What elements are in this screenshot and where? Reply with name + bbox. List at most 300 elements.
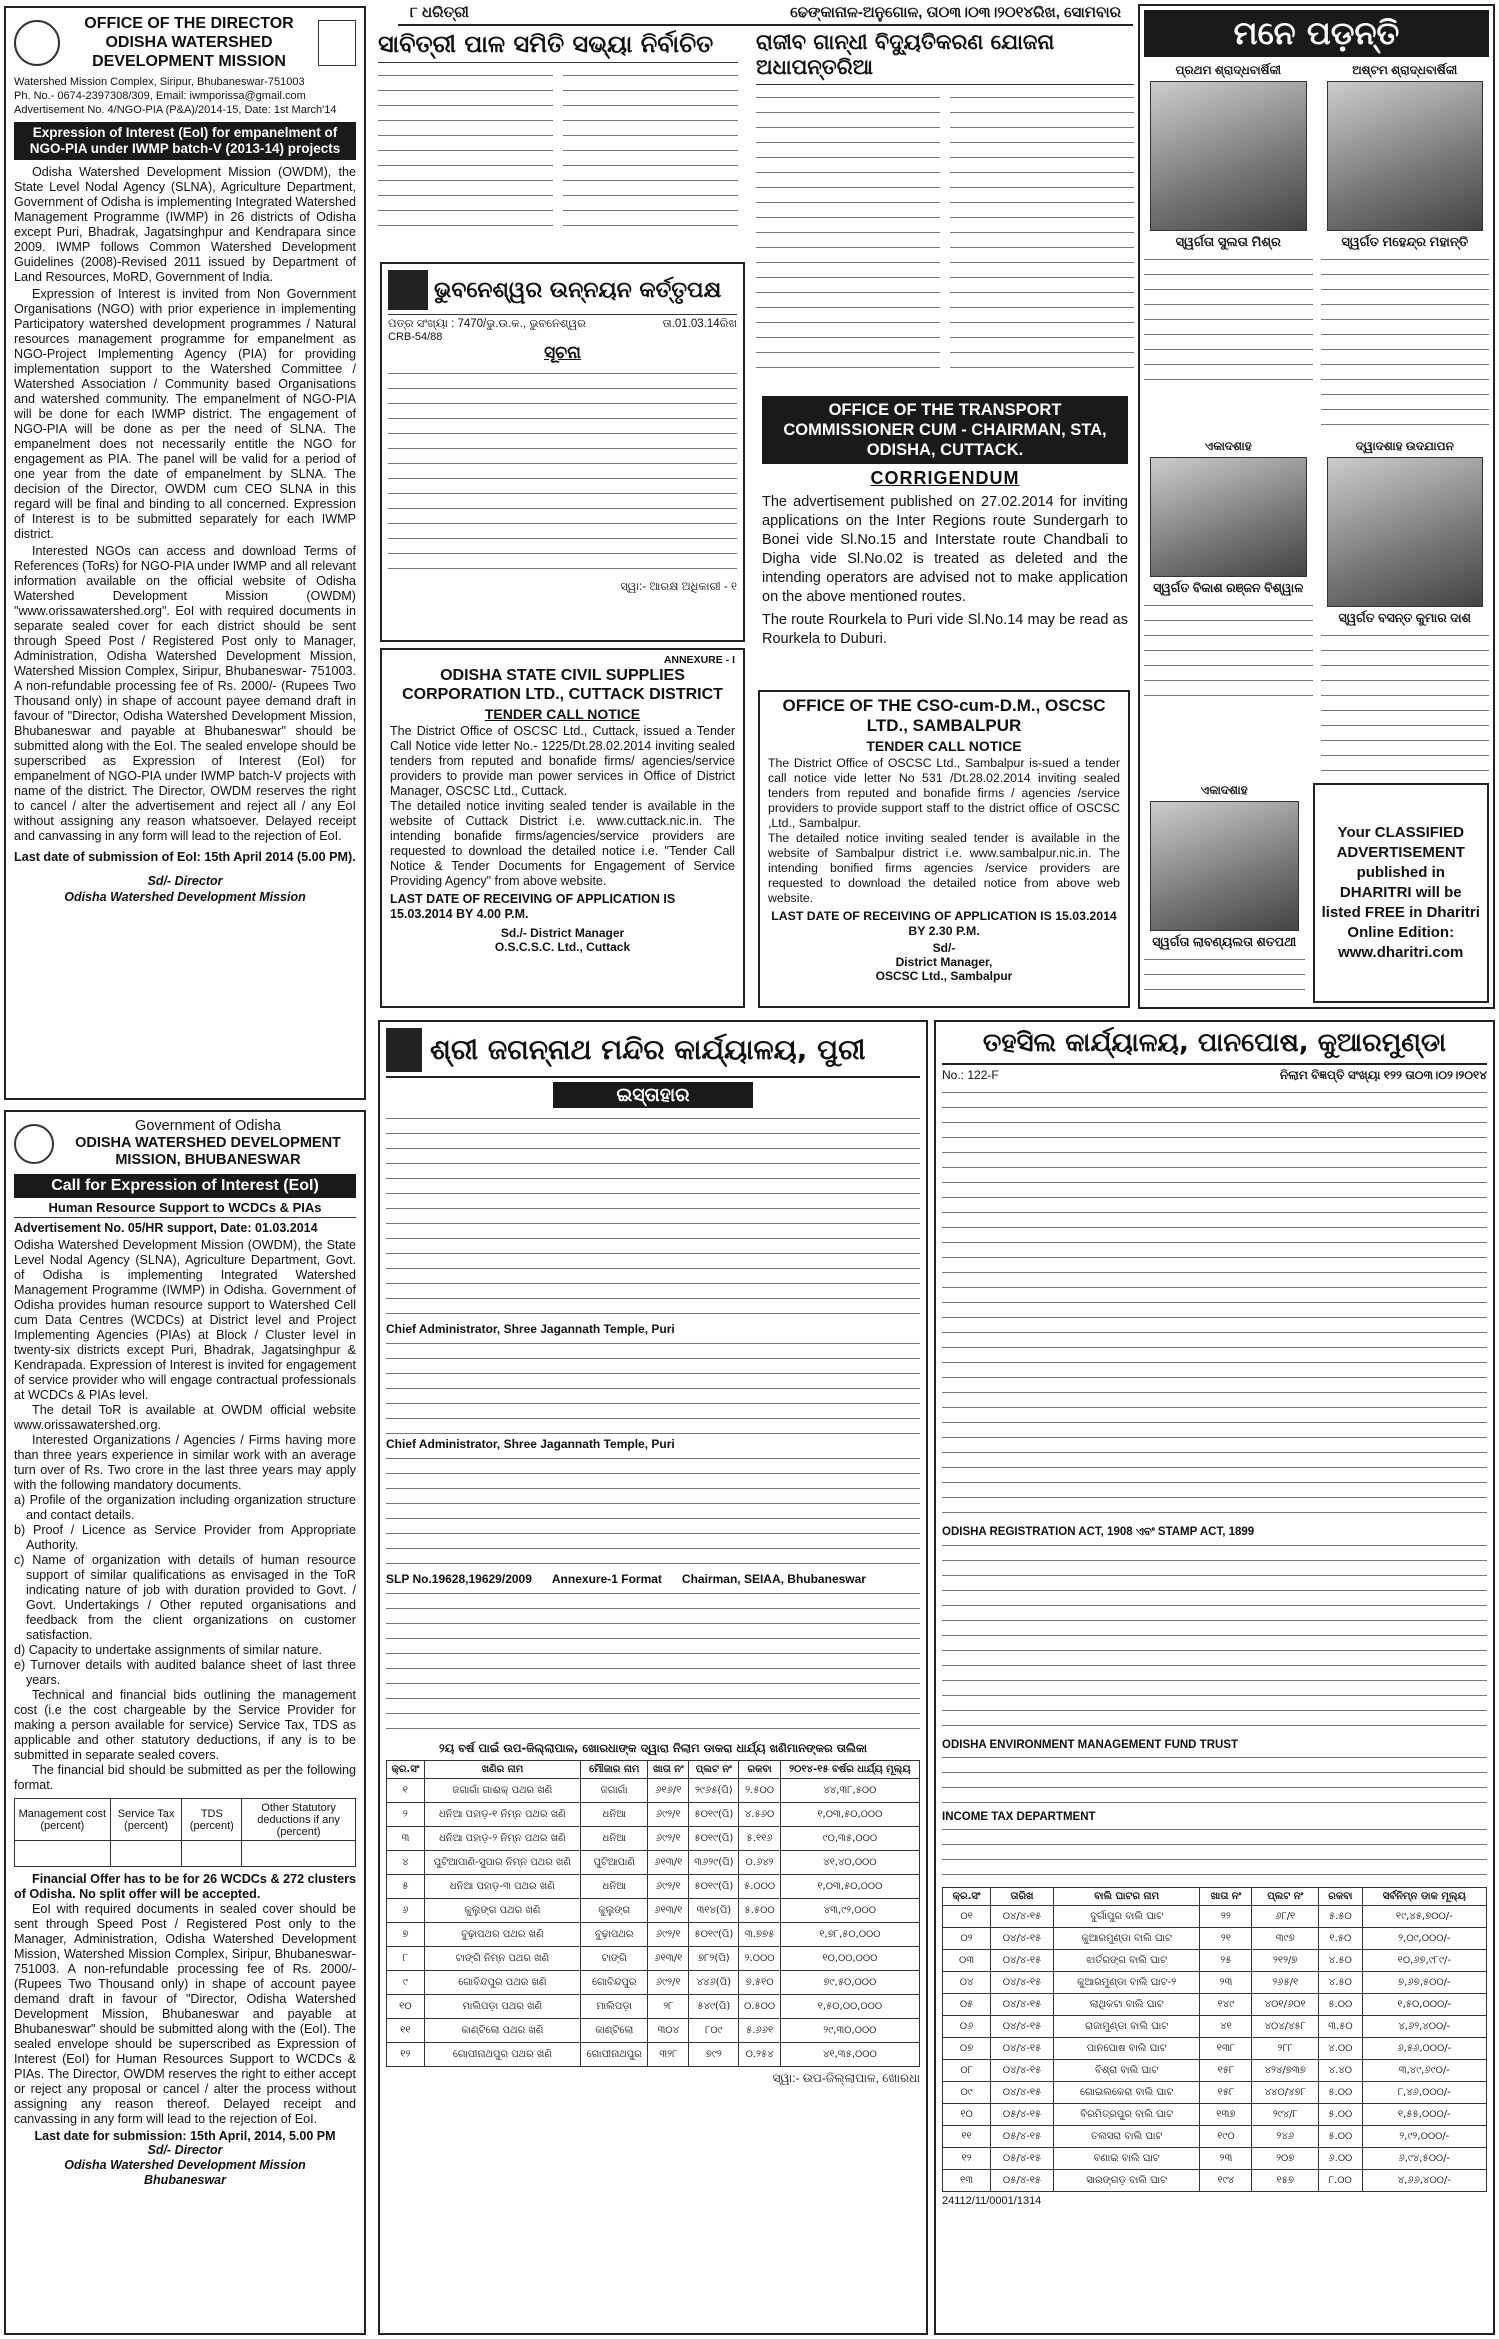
table-cell: ୨୮୮ (1252, 2038, 1319, 2060)
table-row (943, 2104, 1487, 2126)
table-row (387, 1803, 920, 1827)
oscsc-sambalpur-notice (758, 690, 1130, 1008)
tahasil-body-2 (942, 1539, 1487, 1739)
table-cell: ୨୨ (1200, 1906, 1252, 1928)
table-cell: ୦୭ (943, 2038, 991, 2060)
table-cell: ୮୦୯ (689, 2019, 739, 2043)
table-cell: ଧନିଆ (581, 1803, 648, 1827)
iwmp-logo-icon (318, 20, 356, 66)
table-cell: ୩୯୭ (1252, 1928, 1319, 1950)
table-cell: ଧନିଆ (581, 1827, 648, 1851)
table-cell: ୫.୫୦୦ (739, 1899, 780, 1923)
hr-last-date: Last date for submission: 15th April, 2014, 5.00 PM (34, 2129, 336, 2143)
obit-name-2: ସ୍ୱର୍ଗତ ମହେନ୍ଦ୍ର ମହାନ୍ତି (1341, 234, 1469, 249)
tahasil-no: No.: 122-F (942, 1068, 999, 1082)
table-row (943, 2060, 1487, 2082)
edition-date: ଢେଙ୍କାନାଳ-ଅନୁଗୋଳ, ତା୦୩।୦୩।୨୦୧୪ରିଖ, ସୋମବାର (790, 3, 1121, 21)
table-cell: ୧,୦୩,୫୦,୦୦୦ (780, 1803, 919, 1827)
table-cell: ୨୯୪/୮ (1252, 2104, 1319, 2126)
table-row (387, 1779, 920, 1803)
table-cell: ୧୫୭ (1252, 2170, 1319, 2192)
sign-line-3: OSCSC Ltd., Sambalpur (875, 969, 1013, 983)
oscsc-ctc-last: LAST DATE OF RECEIVING OF APPLICATION IS 15.03.2014 BY 4.00 P.M. (390, 892, 676, 921)
fin-cell (242, 1841, 356, 1867)
table-cell: ୭୮୨(ପି) (689, 1947, 739, 1971)
table-cell: ଦୁର୍ଗାପୁର ବାଲି ଘାଟ (1053, 1906, 1199, 1928)
table-cell: କାଣ୍ଟିଲୋ ପଥର ଖଣି (424, 2019, 580, 2043)
table-cell: ୨୧୨/୭ (1252, 1950, 1319, 1972)
eoi-last-date: Last date of submission of EoI: 15th April 2014 (5.00 PM). (14, 850, 356, 864)
table-cell: ୦.୫୦୦ (739, 1995, 780, 2019)
financial-format-table (14, 1798, 356, 1867)
temple-body-2 (386, 1337, 920, 1437)
table-cell: ୦୪/୪-୧୫ (991, 2082, 1054, 2104)
hr-para-1: Odisha Watershed Development Mission (OWDM), the State Level Nodal Agency (SLNA), Agriculture Department, Govt. of Odisha is implementing Integrated Watershed Management Programme (IWMP) in Odisha. Government of Odisha provides human resource support to Watershed Cell cum Data Centres (WCDCs) at District level and Project Implementing Agencies (PIAs) at Block / Cluster level in twenty-six districts except Puri, Bhadrak, Jagatsinghpur & Kendrapada. Expression of Interest is invited for engagement of service provider who will engage contractual professionals at WCDCs & PIAs level. (14, 1238, 356, 1402)
oscsc-sbp-para-2: The detailed notice inviting sealed tender is available in the website of Sambalpur district i.e. www.sambalpur.nic.in. The intending bonified firms agencies /service providers are requested to download the detailed notice from above web website. (768, 831, 1120, 905)
oscsc-sbp-last: LAST DATE OF RECEIVING OF APPLICATION IS 15.03.2014 BY 2.30 P.M. (771, 909, 1117, 938)
table-header: କ୍ର.ସଂ (387, 1761, 425, 1779)
hr-para-4: Technical and financial bids outlining the management cost (i.e the cost chargeable by the Service Provider for making a person available for service) Service Tax, TDS as applicable and other statutory deductions, if any is to be submitted in separate sealed covers. (14, 1688, 356, 1762)
table-cell: ୧୯୦ (1200, 2126, 1252, 2148)
table-cell: ୪୧,୪୦,୦୦୦ (780, 1851, 919, 1875)
call-eoi-bar: Call for Expression of Interest (EoI) (14, 1174, 356, 1198)
list-item: b) Proof / Licence as Service Provider from Appropriate Authority. (14, 1523, 356, 1552)
table-cell: ୧,୭୮,୫୦,୦୦୦ (780, 1923, 919, 1947)
table-cell: ୫.୦୦ (1319, 2104, 1363, 2126)
obit-label-2: ଅଷ୍ଟମ ଶ୍ରାଦ୍ଧବାର୍ଷିକୀ (1352, 63, 1458, 77)
owdm-title-2: ODISHA WATERSHED (105, 34, 273, 51)
bda-date: ତା.01.03.14ରିଖ (662, 318, 737, 330)
table-cell: ୬୯୨/୧ (648, 1971, 689, 1995)
table-cell: ୧୩ (943, 2170, 991, 2192)
news-2-body-col-2 (950, 91, 1134, 380)
table-cell: ୭,୬୭,୫୦୦/- (1362, 1972, 1486, 1994)
table-row (387, 1971, 920, 1995)
table-cell: ୫୦୧୯(ପି) (689, 1923, 739, 1947)
obit-text-2 (1321, 253, 1490, 433)
table-cell: ୪୦୧/୬୦୧ (1252, 1994, 1319, 2016)
table-cell: ୧୧ (387, 2019, 425, 2043)
tahasil-body-1 (942, 1086, 1487, 1526)
transport-para-2: The route Rourkela to Puri vide Sl.No.14 may be read as Rourkela to Duburi. (762, 612, 1128, 647)
table-row (943, 2148, 1487, 2170)
bda-notice-title: ସୂଚନା (544, 343, 581, 363)
temple-slp: SLP No.19628,19629/2009 (386, 1572, 532, 1586)
table-cell: ୧,୫୦,୦୦୦/- (1362, 1994, 1486, 2016)
table-cell: ୫.୦୦୦ (739, 1875, 780, 1899)
table-header: ୨୦୧୪-୧୫ ବର୍ଷର ଧାର୍ଯ୍ୟ ମୂଲ୍ୟ (780, 1761, 919, 1779)
bda-body (388, 367, 737, 577)
table-cell: ୪.୫୦ (1319, 1972, 1363, 1994)
table-row (943, 1906, 1487, 1928)
table-cell: ୦୧ (943, 1906, 991, 1928)
obit-label-5: ଏକାଦଶାହ (1200, 783, 1248, 797)
transport-para-1: The advertisement published on 27.02.2014 for inviting applications on the Inter Regions route Sundergarh to Bonei vide Sl.No.15 and Interstate route Chandbali to Digha vide Sl.No.02 is treated as deleted and the intending operators are advised not to make application on the above mentioned routes. (762, 494, 1128, 605)
table-row (943, 2082, 1487, 2104)
owdm-hr-ad (4, 1110, 366, 2335)
table-header: ରକବା (739, 1761, 780, 1779)
table-cell: ୦.୬୪୨ (739, 1851, 780, 1875)
table-cell: ୫୦୧୯(ପି) (689, 1827, 739, 1851)
table-cell: ୦୪/୪-୧୫ (991, 1994, 1054, 2016)
table-cell: ୨୫ (1200, 1950, 1252, 1972)
tahasil-act: ODISHA REGISTRATION ACT, 1908 ଏବଂ STAMP ACT, 1899 (942, 1526, 1255, 1538)
owdm2-title-2: MISSION, BHUBANESWAR (115, 1152, 301, 1168)
table-cell: ୩,୪୯,୬୯୦/- (1362, 2060, 1486, 2082)
table-cell: ୮,୪୬,୦୦୦/- (1362, 2082, 1486, 2104)
annexure-label: ANNEXURE - I (663, 654, 735, 666)
news-article-2 (756, 30, 1134, 380)
table-cell: ୧୦ (387, 1995, 425, 2019)
fin-header: TDS (percent) (182, 1799, 242, 1841)
page-number: ୮ ଧରିତ୍ରୀ (410, 3, 469, 21)
table-cell: ୦୫/୪-୧୫ (991, 2104, 1054, 2126)
portrait-photo-2 (1327, 81, 1484, 231)
news-article-1 (378, 30, 738, 238)
table-cell: ୪୩,୯୨,୦୦୦ (780, 1899, 919, 1923)
table-cell: ୧୦ (943, 2104, 991, 2126)
table-cell: ୦୪/୪-୧୫ (991, 2060, 1054, 2082)
temple-mines-table (386, 1760, 920, 2067)
table-cell: ବିରମିତ୍ରପୁର ବାଲି ଘାଟ (1053, 2104, 1199, 2126)
table-cell: ୨୬୫/୧ (1252, 1972, 1319, 1994)
eoi-para-3: Interested NGOs can access and download Terms of References (ToRs) for NGO-PIA under IWMP and all relevant information available on the official website of Odisha Watershed Development Mission (OWDM) "www.orissawatershed.org". EoI with required documents in separate sealed cover for each district should be sent through Speed Post / Registered Post only to Manager, Administration, Odisha Watershed Development Mission, Watershed Mission Complex, Siripur, Bhubaneswar- 751003. A non-refundable processing fee of Rs. 2000/- (Rupees Two Thousand only) in shape of account payee demand draft in favour of "Director, Odisha Watershed Development Mission, Bhubaneswar and payable at Bhubaneswar" should be submitted along with the EoI. The sealed envelope should be superscribed as Expression of Interest (EoI) for empanelment of NGO-PIA under IWMP batch-V projects with name of the district. The Director, OWDM reserves the right to cancel / alter the advertisement and reject all / any EoI without assigning any reason whatsoever. Delayed receipt and canvassing in any form will lead to the rejection of EoI. (14, 544, 356, 843)
table-cell: ୦୪/୪-୧୫ (991, 2016, 1054, 2038)
table-cell: କୁଲୁଙ୍ଗ (581, 1899, 648, 1923)
table-cell: ୨୮ (648, 1995, 689, 2019)
list-item: e) Turnover details with audited balance sheet of last three years. (14, 1658, 356, 1687)
obit-text-5 (1144, 953, 1305, 1003)
table-cell: ୪୧,୩୫,୦୦୦ (780, 2043, 919, 2067)
table-cell: ବୁଢ଼ାପଥର ପଥର ଖଣି (424, 1923, 580, 1947)
table-cell: ବୁଢ଼ାପଥର (581, 1923, 648, 1947)
sign-line-1: Sd/- Director (147, 2143, 223, 2157)
table-cell: ୦୪/୪-୧୫ (991, 1928, 1054, 1950)
table-cell: ଜଗାଗାଁ ଗାଈକ୍ ପଥର ଖଣି (424, 1779, 580, 1803)
table-cell: ୭.୫୧୦ (739, 1971, 780, 1995)
table-header: କ୍ର.ସଂ (943, 1888, 991, 1906)
temple-body-4 (386, 1587, 920, 1737)
obit-label-3: ଏକାଦଶାହ (1204, 439, 1252, 453)
table-cell: ୪୪୬(ପି) (689, 1971, 739, 1995)
table-cell: ୧୩୮ (1200, 2038, 1252, 2060)
sign-line-1: Sd/- Director (147, 874, 223, 888)
tahasil-title: ତହସିଲ କାର୍ଯ୍ୟାଳୟ, ପାନପୋଷ, କୁଆରମୁଣ୍ଡା (942, 1028, 1487, 1065)
table-cell: ୩୨୮ (648, 2043, 689, 2067)
hr-para-5: The financial bid should be submitted as per the following format. (14, 1763, 356, 1792)
bda-crb: CRB-54/88 (388, 331, 443, 343)
obit-label-1: ପ୍ରଥମ ଶ୍ରାଦ୍ଧବାର୍ଷିକୀ (1175, 63, 1281, 77)
table-cell: ୬୮/୧ (1252, 1906, 1319, 1928)
table-cell: ୬୧୬/୧ (648, 1779, 689, 1803)
bda-notice (380, 262, 745, 642)
bda-ref: ପତ୍ର ସଂଖ୍ୟା : 7470/ଭୁ.ଉ.କ., ଭୁବନେଶ୍ୱର (388, 318, 586, 330)
table-cell: ବଣାଇ ବାଲି ଘାଟ (1053, 2148, 1199, 2170)
table-header: ପ୍ଲଟ ନଂ (1252, 1888, 1319, 1906)
temple-table-title: ୨ୟ ବର୍ଷ ପାଇଁ ଉପ-ଜିଲ୍ଲାପାଳ, ଖୋରଧାଙ୍କ ଦ୍ୱାରା ନିଲାମ ଡାକରା ଧାର୍ଯ୍ୟ ଖଣିମାନଙ୍କର ତାଲିକା (438, 1741, 868, 1755)
bda-logo-icon (388, 270, 428, 310)
table-header: ମୌଜାର ନାମ (581, 1761, 648, 1779)
table-cell: ୨୩ (1200, 2148, 1252, 2170)
transport-corrigendum (758, 392, 1132, 692)
table-cell: ମାଲିପଡ଼ା ପଥର ଖଣି (424, 1995, 580, 2019)
oscsc-ctc-sign (390, 926, 735, 954)
sign-line-3: Bhubaneswar (144, 2173, 226, 2187)
table-cell: ୬୯୨/୧ (648, 1875, 689, 1899)
table-cell: ୧ (387, 1779, 425, 1803)
table-cell: ୫.୫୦ (1319, 1906, 1363, 1928)
list-item: d) Capacity to undertake assignments of similar nature. (14, 1643, 322, 1657)
table-cell: ୯ (387, 1971, 425, 1995)
table-cell: ଗୋପୀନାଥପୁର (581, 2043, 648, 2067)
table-cell: ୮ (387, 1947, 425, 1971)
table-cell: ୦୪/୪-୧୫ (991, 1950, 1054, 1972)
table-cell: ୪,୬୬,୪୦୦/- (1362, 2170, 1486, 2192)
obituary-section (1138, 4, 1495, 1009)
page-header (398, 0, 1133, 26)
table-row (387, 1923, 920, 1947)
temple-annex: Annexure-1 Format (551, 1572, 662, 1586)
owdm-eoi-ad (4, 6, 366, 1100)
classified-promo: Your CLASSIFIED ADVERTISEMENT published in DHARITRI will be listed FREE in Dharitri Online Edition: www.dharitri.com (1313, 783, 1490, 1003)
temple-quote-2: Chief Administrator, Shree Jagannath Temple, Puri (386, 1437, 675, 1451)
table-cell: ୭୯,୫୦,୦୦୦ (780, 1971, 919, 1995)
fin-cell (15, 1841, 111, 1867)
oscsc-sbp-para-1: The District Office of OSCSC Ltd., Sambalpur is-sued a tender call notice vide letter No 531 /Dt.28.02.2014 inviting sealed tenders from reputed and bonafide firms / agencies /service providers to provide support staff to the district office of OSCSC ,Ltd., Sambalpur. (768, 756, 1120, 830)
table-cell: ୦୪/୪-୧୫ (991, 1972, 1054, 1994)
table-cell: ଗୋଇଲକେରା ବାଲି ଘାଟ (1053, 2082, 1199, 2104)
table-cell: ୬ (387, 1899, 425, 1923)
table-cell: ଧନିଆ ପହାଡ଼-୧ ନିମ୍ନ ପଥର ଖଣି (424, 1803, 580, 1827)
table-cell: ୫୦୧୯(ପି) (689, 1803, 739, 1827)
table-cell: ୦୯ (943, 2082, 991, 2104)
obit-text-3 (1144, 599, 1313, 699)
table-row (387, 2043, 920, 2067)
oscsc-ctc-para-2: The detailed notice inviting sealed tender is available in the website of Cuttack District i.e. www.cuttack.nic.in. The intending bonafide firms/agencies/service providers are requested to download the detailed notice i.e. "Tender Call Notice & Tender Documents for Engagement of Service Providing Agency" from above website. (390, 799, 735, 888)
table-cell: ୪୨୪/୭୩୭ (1252, 2060, 1319, 2082)
table-cell: ୦୨ (943, 1928, 991, 1950)
table-row (387, 1875, 920, 1899)
obit-text-1 (1144, 253, 1313, 383)
table-cell: ୨.୦୦୦ (739, 1947, 780, 1971)
table-cell: କୁଆରମୁଣ୍ଡା ବାଲି ଘାଟ (1053, 1928, 1199, 1950)
table-row (387, 2019, 920, 2043)
table-cell: ୫.୧୧୬ (739, 1827, 780, 1851)
table-cell: ଲାଥିକଟା ବାଲି ଘାଟ (1053, 1994, 1199, 2016)
table-cell: ଗୋବିନ୍ଦପୁର (581, 1971, 648, 1995)
table-cell: ୪ (387, 1851, 425, 1875)
hr-para-3: Interested Organizations / Agencies / Firms having more than three years experience in similar work with an average turn over of Rs. Two crore in the last three years may apply with the following mandatory documents. (14, 1433, 356, 1492)
table-cell: ୦୫/୪-୧୫ (991, 2126, 1054, 2148)
tahasil-body-4 (942, 1823, 1487, 1883)
table-cell: ୬୯୨/୧ (648, 1923, 689, 1947)
table-cell: ଝାର୍ତରଙ୍ଗ ବାଲି ଘାଟ (1053, 1950, 1199, 1972)
table-header: ରକବା (1319, 1888, 1363, 1906)
table-header: ତାରିଖ (991, 1888, 1054, 1906)
table-header: ଖାତା ନଂ (1200, 1888, 1252, 1906)
news-2-headline: ରାଜୀବ ଗାନ୍ଧୀ ବିଦ୍ୟୁତିକରଣ ଯୋଜନା ଅଧାପନ୍ତରିଆ (756, 30, 1134, 85)
table-cell: ୫୦୧୯(ପି) (689, 1875, 739, 1899)
table-cell: ୧,୫୦,୦୦,୦୦୦ (780, 1995, 919, 2019)
table-cell: ଟାଙ୍ଗି ନିମ୍ନ ପଥର ଖଣି (424, 1947, 580, 1971)
eoi-para-1: Odisha Watershed Development Mission (OWDM), the State Level Nodal Agency (SLNA), Agriculture Department, Government of Odisha is implementing Integrated Watershed Management Programme (IWMP) in 26 districts of Odisha except Puri, Bhadrak, Jagatsinghpur and Kendrapara since 2009. IWMP follows Common Watershed Development Guidelines (2008)-Revised 2011 issued by Department of Land Resources, MoRD, Government of India. (14, 165, 356, 284)
hr-para-7: EoI with required documents in sealed cover should be sent through Speed Post / Registered Post only to the Manager, Administration, Odisha Watershed Development Mission, Watershed Mission Complex, Siripur, Bhubaneswar- 751003. A non-refundable processing fee of Rs. 2000/- (Rupees Two Thousand only) in shape of account payee demand draft in favour of "Director, Odisha Watershed Development Mission, Bhubaneswar and payable at Bhubaneswar" should be submitted along with the (EoI). The sealed envelope should be superscribed as Expression of Interest (EoI) for Human Resources Support to WCDCs & PIAs. The Director, OWDM reserves the right to either accept or reject any proposal or cancel / alter the process without assigning any reason thereof. Delayed receipt and canvassing in any form will lead to the rejection of EoI. (14, 1902, 356, 2126)
hr-sub: Human Resource Support to WCDCs & PIAs (14, 1200, 356, 1218)
owdm-address: Watershed Mission Complex, Siripur, Bhubaneswar-751003 (14, 76, 305, 88)
portrait-photo-5 (1150, 801, 1299, 931)
table-cell: ୪.୫୬୦ (739, 1803, 780, 1827)
table-cell: ୬୧୩/୧ (648, 1851, 689, 1875)
obit-name-1: ସ୍ୱର୍ଗତା ସୁଲତା ମିଶ୍ର (1175, 234, 1281, 249)
table-cell: ୦୪ (943, 1972, 991, 1994)
table-cell: ୧୫୮ (1200, 2060, 1252, 2082)
bda-sign: ସ୍ୱା:- ଆରକ୍ଷ ଅଧିକାରୀ - ୧ (620, 581, 737, 593)
owdm-advt-no: Advertisement No. 4/NGO-PIA (P&A)/2014-15, Date: 1st March'14 (14, 104, 337, 116)
table-cell: ୪,୬୨,୪୦୦/- (1362, 2016, 1486, 2038)
table-cell: ୧୯୪ (1200, 2170, 1252, 2192)
table-cell: ୧୦,୦୦,୦୦୦ (780, 1947, 919, 1971)
table-cell: ୧୫୮ (1200, 2082, 1252, 2104)
table-cell: ୦୩ (943, 1950, 991, 1972)
table-cell: ୦୪/୪-୧୫ (991, 1906, 1054, 1928)
obit-text-4 (1321, 629, 1490, 779)
table-cell: କୁଲୁଙ୍ଗ ପଥର ଖଣି (424, 1899, 580, 1923)
table-cell: ୦୫/୪-୧୫ (991, 2170, 1054, 2192)
news-1-body-col-1 (378, 69, 553, 229)
owdm-hr-header (14, 1118, 356, 1169)
table-row (387, 1947, 920, 1971)
table-cell: ୫.୦୦ (1319, 2082, 1363, 2104)
table-cell: ୪୪୦/୪୭୮ (1252, 2082, 1319, 2104)
table-cell: ୩.୫୦ (1319, 2016, 1363, 2038)
table-cell: ୧.୫୦ (1319, 1928, 1363, 1950)
jagannath-temple-notice (378, 1020, 928, 2335)
table-row (943, 2016, 1487, 2038)
table-header: ଖାତା ନଂ (648, 1761, 689, 1779)
table-row (387, 1995, 920, 2019)
table-cell: ୫.୬୬୧ (739, 2019, 780, 2043)
table-cell: ୧୯,୪୫,୭୦୦/- (1362, 1906, 1486, 1928)
sign-line-2: District Manager, (895, 955, 993, 969)
table-cell: ଗୋପୀନାଥପୁର ପଥର ଖଣି (424, 2043, 580, 2067)
table-cell: ବିଶ୍ରା ବାଲି ଘାଟ (1053, 2060, 1199, 2082)
table-row (943, 2126, 1487, 2148)
table-cell: କୁଆରମୁଣ୍ଡା ବାଲି ଘାଟ-୨ (1053, 1972, 1199, 1994)
tahasil-income: INCOME TAX DEPARTMENT (942, 1811, 1096, 1823)
obit-name-3: ସ୍ୱର୍ଗତ ବିକାଶ ରଞ୍ଜନ ବିଶ୍ୱାଳ (1153, 581, 1304, 595)
table-cell: ୨୯,୩୦,୦୦୦ (780, 2019, 919, 2043)
temple-body-3 (386, 1452, 920, 1572)
table-cell: ୩ (387, 1827, 425, 1851)
oscsc-sbp-sub: TENDER CALL NOTICE (866, 738, 1022, 754)
table-cell: ୦୬ (943, 2016, 991, 2038)
bda-title: ଭୁବନେଶ୍ୱର ଉନ୍ନୟନ କର୍ତ୍ତୃପକ୍ଷ (434, 277, 722, 303)
table-cell: ୨୩ (1200, 1972, 1252, 1994)
oscsc-sbp-title: OFFICE OF THE CSO-cum-D.M., OSCSC LTD., SAMBALPUR (782, 696, 1106, 735)
tahasil-sub: ନିଲାମ ବିଜ୍ଞପ୍ତି ସଂଖ୍ୟା ୧୨୨ ତା୦୩।୦୨।୨୦୧୪ (1279, 1068, 1487, 1082)
temple-body-1 (386, 1112, 920, 1322)
portrait-photo-4 (1327, 457, 1484, 607)
table-cell: ୪.୫୦ (1319, 1950, 1363, 1972)
sign-line-2: Odisha Watershed Development Mission (64, 890, 306, 904)
table-cell: ଧନିଆ (581, 1875, 648, 1899)
table-cell: ପୁଟିଆପାଣି-ସୁପାର ନିମ୍ନ ପଥର ଖଣି (424, 1851, 580, 1875)
tahasil-body-3 (942, 1751, 1487, 1811)
table-cell: ୬,୫୬,୦୦୦/- (1362, 2038, 1486, 2060)
table-cell: ୬,୯୪,୫୦୦/- (1362, 2148, 1486, 2170)
temple-quote-1: Chief Administrator, Shree Jagannath Temple, Puri (386, 1322, 675, 1336)
table-cell: ୨,୯୨,୦୦୦/- (1362, 2126, 1486, 2148)
fin-header: Service Tax (percent) (110, 1799, 182, 1841)
gov-title: Government of Odisha (135, 1118, 281, 1134)
table-cell: ୪୪,୩୮,୫୦୦ (780, 1779, 919, 1803)
oscsc-ctc-title: ODISHA STATE CIVIL SUPPLIES CORPORATION LTD., CUTTACK DISTRICT (402, 667, 723, 703)
table-cell: ୧୧ (943, 2126, 991, 2148)
oscsc-ctc-sub: TENDER CALL NOTICE (484, 706, 641, 722)
table-cell: ୬୧୩/୧ (648, 1899, 689, 1923)
table-row (943, 1994, 1487, 2016)
table-cell: ମାଲିପଡ଼ା (581, 1995, 648, 2019)
sign-line-1: Sd./- District Manager (500, 926, 625, 940)
fin-header: Management cost (percent) (15, 1799, 111, 1841)
table-cell: ୧୪୯ (1200, 1994, 1252, 2016)
temple-logo-icon (386, 1028, 422, 1072)
table-row (943, 1972, 1487, 1994)
table-cell: ୧,୫୫,୦୦୦/- (1362, 2104, 1486, 2126)
table-cell: ସାରଙ୍ଗଡ଼ ବାଲି ଘାଟ (1053, 2170, 1199, 2192)
table-cell: ୭୯୨ (689, 2043, 739, 2067)
table-cell: ୬୯୨/୧ (648, 1827, 689, 1851)
obit-label-4: ଦ୍ୱାଦଶାହ ଉଦଯାପନ (1355, 439, 1454, 453)
table-row (387, 1827, 920, 1851)
table-row (943, 1928, 1487, 1950)
table-cell: ୦୮ (943, 2060, 991, 2082)
table-cell: ୨.୫୦୦ (739, 1779, 780, 1803)
sand-ghat-table (942, 1887, 1487, 2192)
news-1-headline: ସାବିତ୍ରୀ ପାଳ ସମିତି ସଭ୍ୟା ନିର୍ବାଚିତ (378, 30, 738, 63)
table-cell: ୨୪୬ (1252, 2126, 1319, 2148)
hr-para-6: Financial Offer has to be for 26 WCDCs & 272 clusters of Odisha. No split offer will be accepted. (14, 1872, 356, 1901)
eoi-heading: Expression of Interest (EoI) for empanelment of NGO-PIA under IWMP batch-V (2013-14) projects (14, 122, 356, 160)
table-cell: ୯୦,୩୫,୦୦୦ (780, 1827, 919, 1851)
table-cell: ୫.୦୦ (1319, 1994, 1363, 2016)
table-cell: ୧୨ (943, 2148, 991, 2170)
table-cell: ୧,୦୩,୫୦,୦୦୦ (780, 1875, 919, 1899)
owdm-title-3: DEVELOPMENT MISSION (92, 53, 286, 70)
eoi-signature (14, 873, 356, 905)
fin-cell (182, 1841, 242, 1867)
table-cell: ଜଗାଗାଁ (581, 1779, 648, 1803)
table-cell: ୩.୭୭୫ (739, 1923, 780, 1947)
table-header: ଖଣିର ନାମ (424, 1761, 580, 1779)
table-header: ପ୍ଲଟ ନଂ (689, 1761, 739, 1779)
hr-signature (14, 2143, 356, 2188)
obit-name-5: ସ୍ୱର୍ଗତା ଲାବଣ୍ୟଲତା ଶତପଥୀ (1152, 935, 1297, 949)
table-cell: ୧୦,୬୭,୯୮୯/- (1362, 1950, 1486, 1972)
table-cell: ୧୨ (387, 2043, 425, 2067)
oscsc-ctc-para-1: The District Office of OSCSC Ltd., Cuttack, issued a Tender Call Notice vide letter No.- 1225/Dt.28.02.2014 inviting sealed tenders from reputed and bonafide firms/ agencies/service providers to provide man power services in Office of District Manager, OSCSC Ltd., Cuttack. (390, 724, 735, 798)
iwmp-logo-icon (14, 1124, 54, 1164)
tahasil-footer: 24112/11/0001/1314 (942, 2195, 1042, 2207)
table-cell: ୨ (387, 1803, 425, 1827)
table-cell: ୨୦୭ (1252, 2148, 1319, 2170)
table-cell: ୬୯୨/୧ (648, 1803, 689, 1827)
fin-header: Other Statutory deductions if any (percent) (242, 1799, 356, 1841)
table-row (387, 1899, 920, 1923)
table-cell: ଧନିଆ ପହାଡ଼-୨ ନିମ୍ନ ପଥର ଖଣି (424, 1827, 580, 1851)
table-cell: ତଲସରା ବାଲି ଘାଟ (1053, 2126, 1199, 2148)
table-cell: ୦.୨୫୪ (739, 2043, 780, 2067)
